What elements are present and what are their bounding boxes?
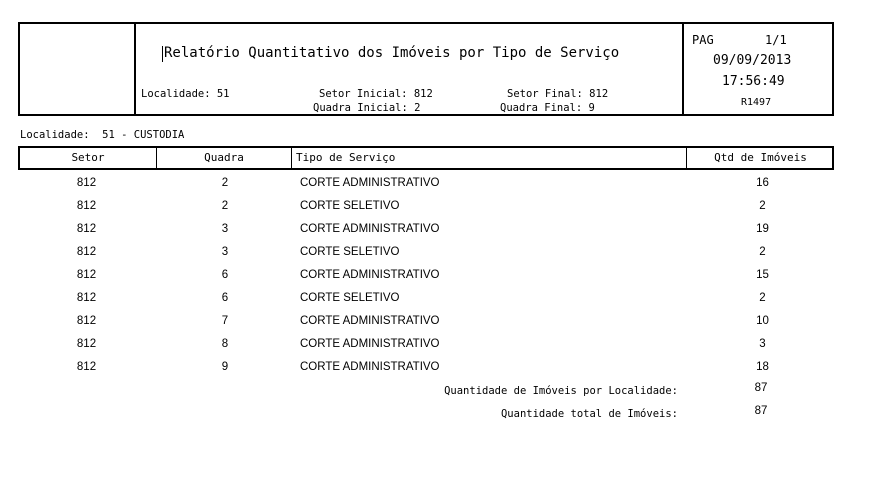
- cell-quadra: 8: [221, 338, 229, 350]
- table-row: [18, 357, 834, 377]
- cell-setor: 812: [76, 361, 97, 373]
- table-row: [18, 265, 834, 285]
- total-geral-value: 87: [754, 405, 768, 417]
- cell-tipo: CORTE SELETIVO: [300, 246, 400, 258]
- total-geral-label: Quantidade total de Imóveis:: [500, 408, 678, 420]
- cell-quadra: 6: [221, 269, 229, 281]
- pag-label: PAG: [692, 33, 714, 47]
- setor-final: Setor Final: 812: [507, 88, 609, 100]
- cell-tipo: CORTE SELETIVO: [300, 292, 400, 304]
- cell-qtd: 15: [756, 269, 769, 281]
- cell-quadra: 2: [221, 177, 229, 189]
- cell-quadra: 3: [221, 223, 229, 235]
- logo-placeholder: [20, 24, 136, 114]
- col-qtd-imoveis: Qtd de Imóveis: [714, 151, 807, 164]
- cell-qtd: 2: [759, 292, 766, 304]
- cell-tipo: CORTE ADMINISTRATIVO: [300, 223, 440, 235]
- cell-quadra: 2: [221, 200, 229, 212]
- cell-qtd: 16: [756, 177, 769, 189]
- col-setor: Setor: [20, 148, 157, 168]
- cell-setor: 812: [76, 177, 97, 189]
- pag-value: 1/1: [765, 33, 787, 47]
- page-info: [682, 24, 832, 114]
- table-row: [18, 242, 834, 262]
- cell-quadra: 7: [221, 315, 229, 327]
- total-por-localidade-value: 87: [754, 382, 768, 394]
- cell-setor: 812: [76, 269, 97, 281]
- quadra-final: Quadra Final: 9: [500, 102, 595, 114]
- cell-quadra: 9: [221, 361, 229, 373]
- table-row: [18, 173, 834, 193]
- cell-setor: 812: [76, 200, 97, 212]
- cell-setor: 812: [76, 315, 97, 327]
- cell-quadra: 3: [221, 246, 229, 258]
- cell-setor: 812: [76, 246, 97, 258]
- col-tipo-servico: Tipo de Serviço: [292, 148, 687, 168]
- cell-setor: 812: [76, 223, 97, 235]
- report-title: Relatório Quantitativo dos Imóveis por Tipo de Serviço: [164, 45, 620, 61]
- cell-tipo: CORTE ADMINISTRATIVO: [300, 315, 440, 327]
- cell-tipo: CORTE ADMINISTRATIVO: [300, 338, 440, 350]
- cell-tipo: CORTE ADMINISTRATIVO: [300, 269, 440, 281]
- table-header: [18, 146, 834, 170]
- table-row: [18, 311, 834, 331]
- table-row: [18, 196, 834, 216]
- cell-quadra: 6: [221, 292, 229, 304]
- cell-qtd: 3: [759, 338, 766, 350]
- localidade-line: Localidade: 51 - CUSTODIA: [20, 129, 185, 141]
- quadra-inicial: Quadra Inicial: 2: [313, 102, 421, 114]
- report-header: [18, 22, 834, 116]
- report-time: 17:56:49: [722, 74, 785, 89]
- cell-setor: 812: [76, 338, 97, 350]
- setor-inicial: Setor Inicial: 812: [319, 88, 433, 100]
- report-date: 09/09/2013: [713, 53, 792, 68]
- cell-tipo: CORTE ADMINISTRATIVO: [300, 177, 440, 189]
- cell-qtd: 19: [756, 223, 769, 235]
- cell-tipo: CORTE ADMINISTRATIVO: [300, 361, 440, 373]
- report-code: R1497: [741, 97, 772, 108]
- cell-setor: 812: [76, 292, 97, 304]
- table-row: [18, 219, 834, 239]
- cell-qtd: 2: [759, 200, 766, 212]
- cell-qtd: 18: [756, 361, 769, 373]
- cell-tipo: CORTE SELETIVO: [300, 200, 400, 212]
- col-quadra: Quadra: [157, 148, 292, 168]
- cell-qtd: 10: [756, 315, 769, 327]
- table-row: [18, 288, 834, 308]
- table-row: [18, 334, 834, 354]
- cell-qtd: 2: [759, 246, 766, 258]
- localidade-filter: Localidade: 51: [141, 88, 230, 100]
- total-por-localidade-label: Quantidade de Imóveis por Localidade:: [444, 385, 678, 397]
